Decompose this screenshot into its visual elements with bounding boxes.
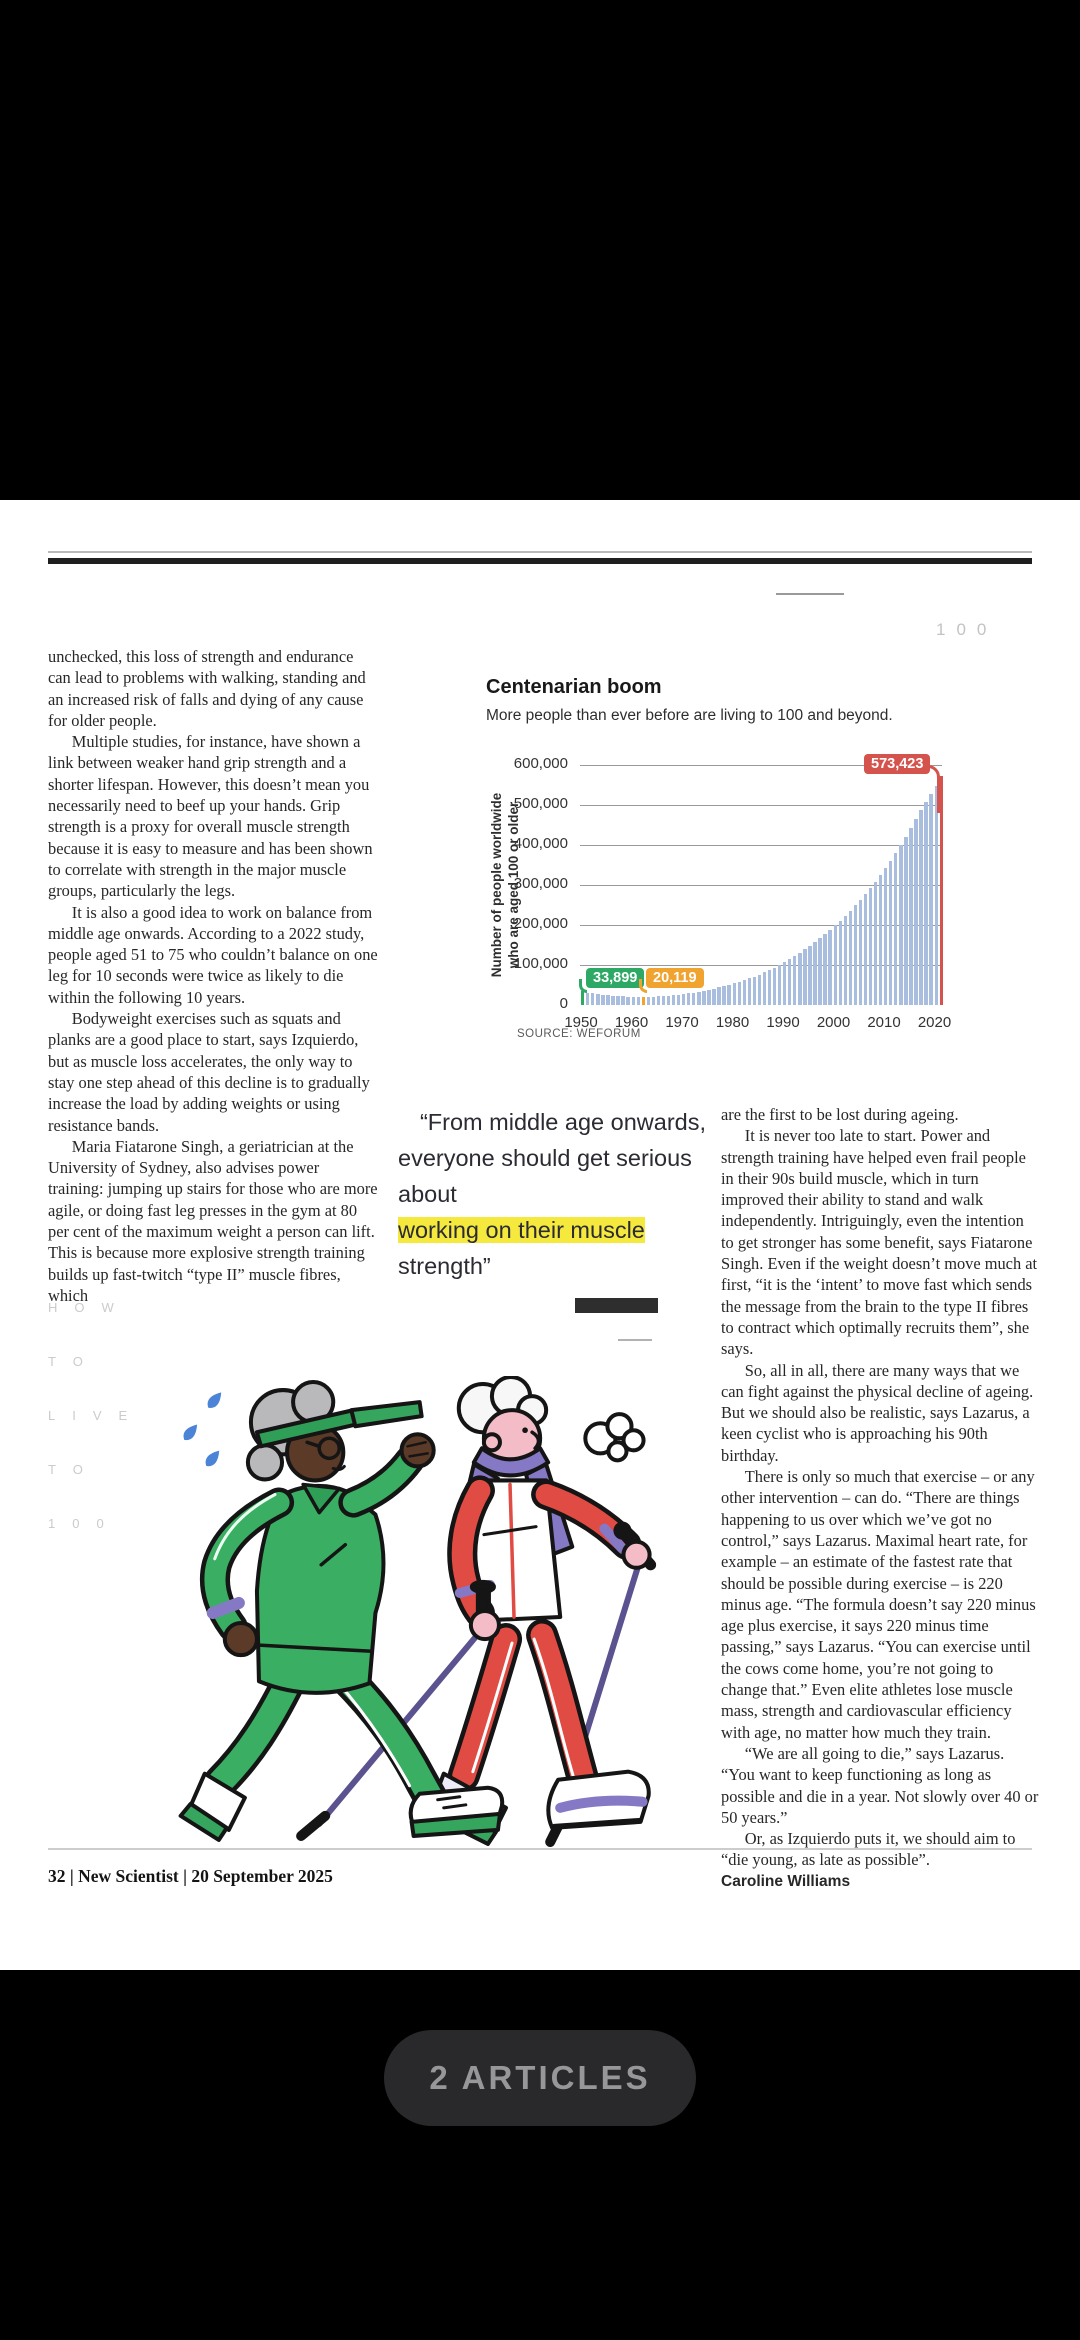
chart-bar: [637, 997, 640, 1005]
chart-bar: [748, 978, 751, 1005]
x-tick-label: 1950: [564, 1014, 598, 1031]
chart-bar: [879, 875, 882, 1005]
chart-bar: [940, 776, 943, 1005]
article-left-column: [48, 646, 378, 1306]
ghost-line: HOW: [48, 1300, 131, 1315]
chart-bar: [823, 934, 826, 1005]
chart-bar: [727, 985, 730, 1005]
paragraph: It is also a good idea to work on balance from middle age onwards. According to a 2022 study, people aged 51 to 75 who couldn’t balance on one leg for 10 seconds were twice as likely to die within the following 10 years.: [48, 902, 378, 1007]
chart-bar: [632, 997, 635, 1005]
gridline: [580, 965, 942, 966]
chart-bar: [763, 972, 766, 1005]
chart-bar: [773, 968, 776, 1005]
y-tick-label: 300,000: [513, 875, 568, 892]
chart-bar: [758, 975, 761, 1005]
chart-bar: [849, 911, 852, 1005]
x-tick-label: 2010: [867, 1014, 901, 1031]
gridline: [580, 805, 942, 806]
callout-arrow: [928, 765, 940, 813]
chart-bar: [919, 810, 922, 1005]
x-tick-label: 1980: [715, 1014, 750, 1031]
chart-bar: [672, 995, 675, 1005]
chart-bar: [924, 802, 927, 1005]
x-tick-label: 1960: [614, 1014, 649, 1031]
chart-bar: [586, 993, 589, 1005]
chart-bar: [733, 983, 736, 1005]
paragraph: It is never too late to start. Power and strength training have helped even frail people in their 90s build muscle, which in turn improved their ability to stand and walk independently. Intriguingly, even the intention to get stronger has some benefit, says Fiatarone Singh. Even if the weight doesn’t move much at first, “it is the ‘intent’ to move fast which sends the message from the brain to the type II fibres to contract which optimally recruits them”, she says.: [721, 1126, 1038, 1359]
chart-bar: [647, 997, 650, 1005]
chart-bar: [818, 938, 821, 1005]
chart-bar: [667, 996, 670, 1005]
chart-bar: [904, 837, 907, 1005]
chart-bar: [591, 993, 594, 1005]
decorative-short-line: [776, 593, 844, 595]
chart-y-axis-label: Number of people worldwide who are aged 100 or older: [489, 792, 521, 978]
chart-bar: [793, 956, 796, 1005]
chart-bar: [854, 905, 857, 1005]
chart-bar: [657, 996, 660, 1005]
chart-bar: [828, 930, 831, 1005]
chart-subtitle: More people than ever before are living to 100 and beyond.: [486, 707, 893, 724]
chart-bar: [859, 900, 862, 1005]
chart-bar: [662, 996, 665, 1005]
chart-bar: [697, 992, 700, 1005]
gridline: [580, 925, 942, 926]
chart-bar: [712, 989, 715, 1005]
chart-bar: [677, 995, 680, 1005]
chart-bar: [753, 977, 756, 1005]
chart-bar: [692, 993, 695, 1005]
byline: Caroline Williams: [721, 1872, 851, 1890]
article-right-column: [721, 1104, 1039, 1892]
magazine-page: [0, 500, 1080, 1970]
chart-bar: [864, 894, 867, 1005]
top-rule-thin: [48, 551, 1032, 553]
chart-bar: [581, 991, 584, 1005]
paragraph: are the first to be lost during ageing.: [721, 1105, 959, 1124]
ghost-line: 100: [48, 1516, 121, 1531]
pull-quote: “From middle age onwards, everyone should get serious about working on their muscle strength”: [398, 1109, 706, 1279]
chart-callout-label: 573,423: [864, 754, 930, 774]
ghost-text-100: 100: [936, 620, 998, 639]
chart-bar: [884, 868, 887, 1005]
y-tick-label: 100,000: [513, 955, 568, 972]
x-tick-label: 1970: [665, 1014, 699, 1031]
chart-bar: [839, 921, 842, 1005]
paragraph: Bodyweight exercises such as squats and planks are a good place to start, says Izquierdo, but as muscle loss accelerates, the only way to stay one step ahead of this decline is to gradually increase the load by adding weights or using resistance bands.: [48, 1009, 370, 1135]
chart-bar: [778, 965, 781, 1005]
chart-bar: [788, 959, 791, 1005]
chart-bar: [642, 997, 645, 1005]
y-tick-label: 0: [559, 995, 568, 1012]
chart-bar: [682, 994, 685, 1005]
chart-bar: [738, 982, 741, 1005]
chart-bar: [616, 996, 619, 1005]
gridline: [580, 845, 942, 846]
ground-rule: [48, 1848, 1032, 1850]
chart-bar: [768, 970, 771, 1005]
chart-bar: [929, 794, 932, 1005]
chart-bar: [869, 888, 872, 1005]
paragraph: Maria Fiatarone Singh, a geriatrician at the University of Sydney, also advises power training: jumping up stairs for those who are more agile, or doing fast leg presses in the gym at 80 per cent of the maximum weight a person can lift. This is because more explosive strength training builds up fast-twitch “type II” muscle fibres, which: [48, 1136, 378, 1305]
chart-bar: [914, 819, 917, 1005]
paragraph: “We are all going to die,” says Lazarus. “You want to keep functioning as long as possible and die in a year. Not slowly over 40 or 50 years.”: [721, 1743, 1039, 1827]
paragraph: Or, as Izquierdo puts it, we should aim to “die young, as late as possible”.: [721, 1829, 1016, 1870]
chart-bar: [652, 997, 655, 1005]
x-tick-label: 2020: [917, 1014, 952, 1031]
chart-bar: [813, 942, 816, 1005]
ghost-line: TO: [48, 1462, 100, 1477]
chart-bar: [611, 996, 614, 1005]
chart-bar: [601, 995, 604, 1005]
chart-bar: [844, 916, 847, 1005]
chart-bar: [722, 986, 725, 1005]
chart-bar: [798, 953, 801, 1005]
chart-title: Centenarian boom: [486, 676, 662, 698]
chart-bar: [899, 845, 902, 1005]
page-footer: 32 | New Scientist | 20 September 2025: [48, 1866, 333, 1886]
chart-bar: [803, 949, 806, 1005]
chart-bar: [596, 994, 599, 1005]
pull-quote-highlight: working on their muscle: [398, 1217, 645, 1243]
chart-bar: [834, 925, 837, 1005]
top-rule-thick: [48, 558, 1032, 564]
chart-bar: [935, 786, 938, 1005]
chart-plot-area: [580, 756, 950, 1005]
chart-bar: [707, 990, 710, 1005]
chart-callout-label: 33,899: [586, 968, 644, 988]
chart-bar: [687, 993, 690, 1005]
x-tick-label: 2000: [816, 1014, 851, 1031]
articles-count-button[interactable]: 2 ARTICLES: [384, 2030, 696, 2126]
y-tick-label: 600,000: [513, 755, 568, 772]
ghost-line: LIVE: [48, 1408, 145, 1423]
x-tick-label: 1990: [766, 1014, 800, 1031]
chart-bar: [783, 962, 786, 1005]
callout-arrow: [639, 979, 647, 993]
chart-bar: [889, 861, 892, 1005]
chart-callout-label: 20,119: [646, 968, 704, 988]
chart-bar: [626, 997, 629, 1005]
redacted-caption-bar: [575, 1298, 658, 1313]
paragraph: There is only so much that exercise – or any other intervention – can do. “There are things happening to us over which we’ve got no control,” says Lazarus. Maximal heart rate, for example – an estimate of the fastest rate that should be possible during exercise – is 220 minus age. “The formula doesn’t say 220 minus age plus exercise, it says 220 minus time passing,” says Lazarus. “You can exercise until the cows come home, you’re not going to change that.” Even elite athletes lose muscle mass, strength and cardiovascular efficiency with age, no matter how much they train.: [721, 1467, 1036, 1742]
chart-bar: [621, 996, 624, 1005]
y-tick-label: 200,000: [513, 915, 568, 932]
decorative-mid-line: [618, 1339, 652, 1341]
y-tick-label: 400,000: [513, 835, 568, 852]
chart-bar: [606, 995, 609, 1005]
chart-bar: [909, 828, 912, 1005]
chart-source: SOURCE: WEFORUM: [517, 1028, 641, 1040]
gridline: [580, 885, 942, 886]
paragraph: Multiple studies, for instance, have shown a link between weaker hand grip strength and a shorter lifespan. However, this doesn’t mean you necessarily need to beef up your hands. Grip strength is a proxy for overall muscle strength because it is easy to measure and has been shown to correlate with strength in the major muscle groups, particularly the legs.: [48, 732, 373, 901]
paragraph: So, all in all, there are many ways that we can fight against the physical decline of ageing. But we should also be realistic, says Lazarus, a keen cyclist who is approaching his 90th birthday.: [721, 1360, 1034, 1465]
chart-bar: [874, 882, 877, 1005]
y-tick-label: 500,000: [513, 795, 568, 812]
chart-bar: [743, 980, 746, 1005]
paragraph: unchecked, this loss of strength and endurance can lead to problems with walking, standing and an increased risk of falls and dying of any cause for older people.: [48, 647, 366, 730]
chart-bar: [702, 991, 705, 1005]
chart-bar: [894, 853, 897, 1005]
walkers-illustration: [106, 1376, 674, 1850]
chart-bar: [808, 946, 811, 1005]
ghost-line: TO: [48, 1354, 100, 1369]
chart-bar: [717, 987, 720, 1005]
